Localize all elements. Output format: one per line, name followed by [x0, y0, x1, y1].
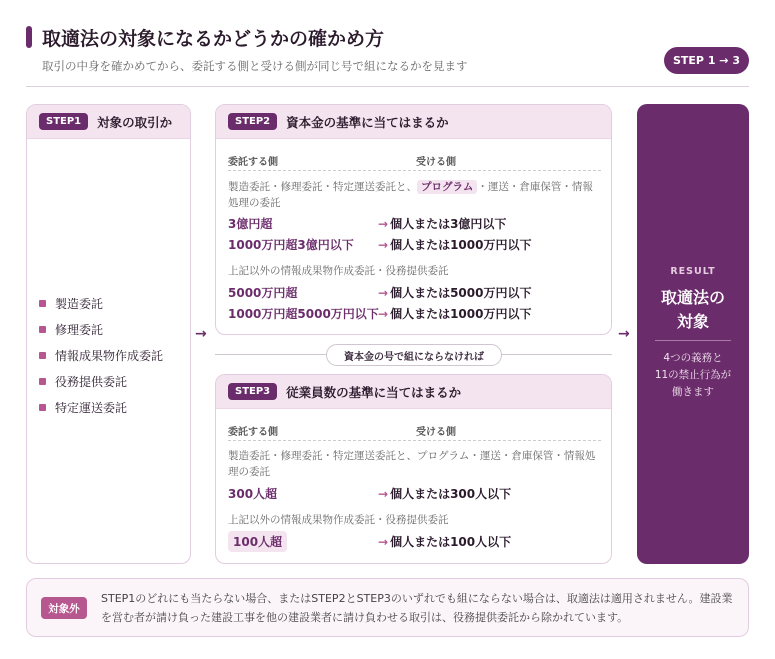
excluded-badge: 対象外	[41, 597, 87, 619]
giver-threshold: 1000万円超3億円以下	[228, 238, 354, 252]
step3-card	[215, 374, 612, 564]
group2-description: 上記以外の情報成果物作成委託・役務提供委託	[228, 265, 449, 277]
dashed-divider	[228, 170, 601, 171]
highlight-program: プログラム	[417, 180, 477, 194]
dashed-divider	[228, 440, 601, 441]
transaction-type-list	[39, 290, 163, 420]
list-item	[39, 316, 163, 342]
result-panel	[637, 104, 749, 564]
receiver-threshold: → 個人または100人以下	[378, 535, 512, 549]
step2-badge: STEP2	[228, 113, 277, 130]
bullet-square-icon	[39, 404, 46, 411]
step1-card	[26, 104, 191, 564]
arrow-icon: →	[378, 238, 389, 252]
step3-title: 従業員数の基準に当てはまるか	[286, 384, 462, 400]
arrow-icon: →	[378, 535, 389, 549]
result-divider	[655, 340, 731, 341]
connector-line	[502, 354, 612, 355]
bullet-square-icon	[39, 326, 46, 333]
list-item	[39, 290, 163, 316]
list-item-label: 役務提供委託	[55, 374, 128, 389]
flow-arrow-icon: →	[618, 326, 630, 342]
bullet-square-icon	[39, 300, 46, 307]
flow-arrow-icon: →	[195, 326, 207, 342]
giver-threshold: 1000万円超5000万円以下	[228, 307, 379, 321]
list-item-label: 修理委託	[55, 322, 104, 337]
excluded-note	[26, 578, 749, 637]
result-label: RESULT	[670, 266, 716, 277]
page-subtitle: 取引の中身を確かめてから、委託する側と受ける側が同じ号で組になるかを見ます	[42, 59, 468, 73]
receiver-threshold: → 個人または5000万円以下	[378, 286, 532, 300]
list-item-label: 情報成果物作成委託	[55, 348, 164, 363]
receiver-threshold: → 個人または3億円以下	[378, 217, 507, 231]
arrow-icon: →	[378, 307, 389, 321]
arrow-icon: →	[378, 487, 389, 501]
step-range-pill: STEP 1 → 3	[664, 47, 749, 74]
step2-header	[216, 105, 611, 139]
receiver-threshold: → 個人または1000万円以下	[378, 307, 532, 321]
connector-line	[215, 354, 326, 355]
step1-title: 対象の取引か	[97, 114, 173, 130]
bullet-square-icon	[39, 378, 46, 385]
list-item	[39, 342, 163, 368]
column-header-receiver: 受ける側	[416, 157, 456, 168]
receiver-threshold: → 個人または1000万円以下	[378, 238, 532, 252]
giver-threshold: 300人超	[228, 487, 278, 501]
giver-threshold: 5000万円超	[228, 286, 298, 300]
arrow-icon: →	[378, 217, 389, 231]
step1-header	[27, 105, 190, 139]
step2-title: 資本金の基準に当てはまるか	[286, 114, 449, 130]
step3-header	[216, 375, 611, 409]
step1-badge: STEP1	[39, 113, 88, 130]
group1-description: 製造委託・修理委託・特定運送委託と、プログラム・運送・倉庫保管・情報処理の委託	[228, 450, 596, 478]
list-item	[39, 368, 163, 394]
arrow-icon: →	[378, 286, 389, 300]
giver-threshold: 3億円超	[228, 217, 273, 231]
list-item-label: 特定運送委託	[55, 400, 128, 415]
header-divider	[26, 86, 749, 87]
excluded-text: STEP1のどれにも当たらない場合、またはSTEP2とSTEP3のいずれでも組にならない場合は、取適法は適用されません。建設業を営む者が請け負った建設工事を他の建設業者に請け負わせる取引は、役務提供委託から除かれています。	[101, 592, 733, 624]
receiver-threshold: → 個人または300人以下	[378, 487, 512, 501]
result-description: 4つの義務と 11の禁止行為が 働きます	[654, 352, 732, 398]
result-title: 取適法の 対象	[660, 288, 725, 331]
column-header-receiver: 受ける側	[416, 427, 456, 438]
page-title: 取適法の対象になるかどうかの確かめ方	[42, 28, 385, 50]
group2-description: 上記以外の情報成果物作成委託・役務提供委託	[228, 514, 449, 526]
bullet-square-icon	[39, 352, 46, 359]
title-accent-bar	[26, 26, 32, 48]
step2-card	[215, 104, 612, 335]
giver-threshold: 100人超	[228, 531, 287, 552]
column-header-giver: 委託する側	[228, 157, 278, 168]
group1-description: 製造委託・修理委託・特定運送委託と、 プログラム ・運送・倉庫保管・情報処理の委託	[228, 181, 593, 209]
column-header-giver: 委託する側	[228, 427, 278, 438]
step3-badge: STEP3	[228, 383, 277, 400]
list-item	[39, 394, 163, 420]
list-item-label: 製造委託	[55, 296, 104, 311]
connector-label: 資本金の号で組にならなければ	[326, 344, 502, 366]
